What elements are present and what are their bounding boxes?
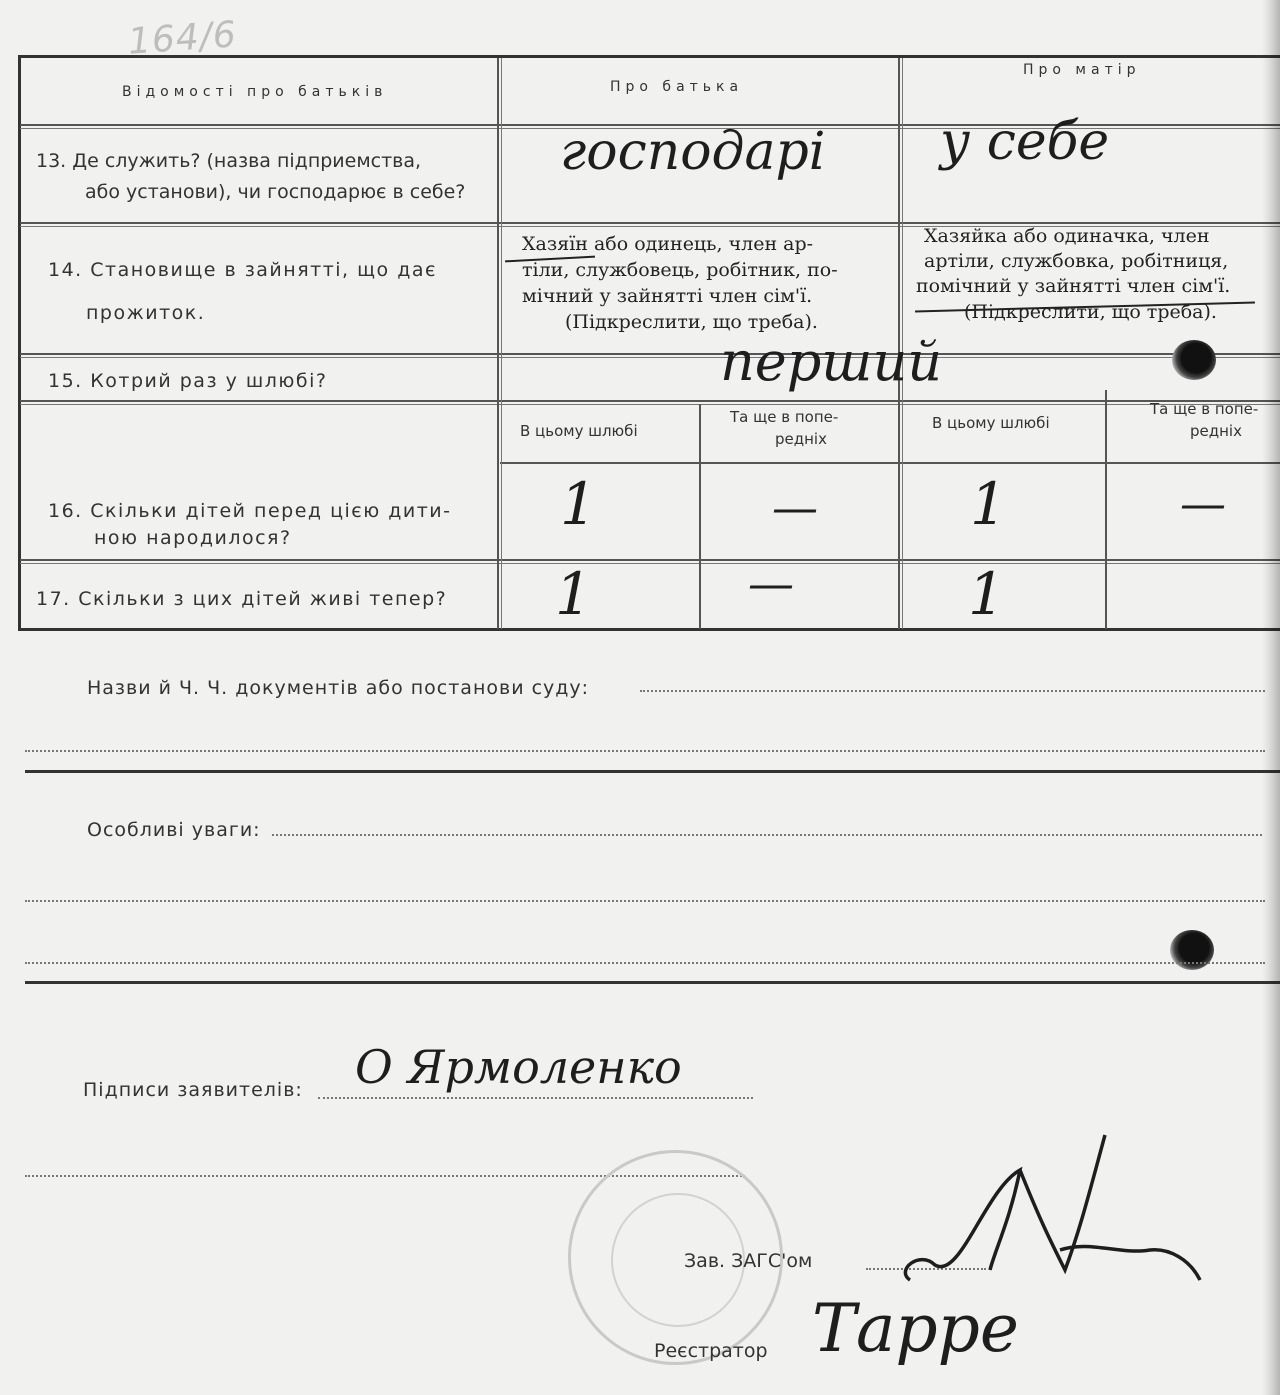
- header-mother: Про матір: [1023, 62, 1141, 78]
- page-edge-shadow: [1262, 0, 1280, 1395]
- remarks-label: Особливі уваги:: [87, 819, 261, 841]
- subheader-father-prev-1: Та ще в попе-: [730, 408, 839, 426]
- value-16-mother-prev: —: [1180, 476, 1226, 530]
- answer-13-father: господарі: [560, 122, 826, 182]
- subheader-father-this: В цьому шлюбі: [520, 422, 638, 440]
- punch-hole: [1170, 930, 1214, 970]
- signatures-label: Підписи заявителів:: [83, 1079, 303, 1101]
- signature-line: [318, 1097, 753, 1099]
- subheader-mother-prev-2: редніх: [1190, 422, 1242, 440]
- table-col-rule: [497, 58, 499, 629]
- documents-label: Назви й Ч. Ч. документів або постанови суду:: [87, 677, 590, 699]
- question-17: 17. Скільки з цих дітей живі тепер?: [36, 588, 448, 610]
- table-rule: [20, 404, 1280, 405]
- value-17-father-this: 1: [555, 560, 592, 628]
- father-options-line4: (Підкреслити, що треба).: [565, 311, 818, 333]
- mother-options-line1: Хазяйка або одиначка, член: [924, 225, 1210, 247]
- table-col-rule: [501, 58, 502, 629]
- value-17-mother-this: 1: [968, 560, 1005, 628]
- father-options-line2: тіли, службовець, робітник, по-: [522, 259, 838, 281]
- table-rule: [20, 559, 1280, 561]
- mother-options-line3: помічний у зайнятті член сім'ї.: [916, 275, 1231, 297]
- table-rule: [20, 563, 1280, 564]
- question-14-line2: прожиток.: [86, 302, 206, 324]
- question-13-line1: 13. Де служить? (назва підприемства,: [36, 150, 422, 172]
- remarks-line: [272, 834, 1262, 836]
- registrar-signature: Тарре: [812, 1290, 1019, 1367]
- head-label: Зав. ЗАГС'ом: [684, 1250, 813, 1272]
- question-15: 15. Котрий раз у шлюбі?: [48, 370, 328, 392]
- subheader-mother-this: В цьому шлюбі: [932, 414, 1050, 432]
- question-13-line2: або установи), чи господарює в себе?: [85, 181, 466, 203]
- page-number-mark: 164/6: [126, 14, 239, 63]
- value-16-father-prev: —: [772, 480, 818, 534]
- value-17-father-prev: —: [748, 556, 794, 610]
- question-16-line1: 16. Скільки дітей перед цією дити-: [48, 500, 452, 522]
- table-rule: [20, 357, 1280, 358]
- table-col-rule: [699, 404, 701, 629]
- head-signature: [890, 1130, 1220, 1300]
- subheader-father-prev-2: редніх: [775, 430, 827, 448]
- documents-line-2: [25, 750, 1265, 752]
- father-options-line3: мічний у зайнятті член сім'ї.: [522, 285, 813, 307]
- section-divider: [25, 981, 1280, 984]
- table-rule: [20, 353, 1280, 355]
- table-col-rule: [1105, 390, 1107, 629]
- table-rule: [20, 400, 1280, 402]
- value-16-father-this: 1: [560, 470, 597, 538]
- section-divider: [25, 770, 1280, 773]
- registrar-label: Реєстратор: [654, 1340, 768, 1362]
- table-rule: [500, 462, 1280, 464]
- header-info: Відомості про батьків: [122, 84, 388, 100]
- answer-13-mother: у себе: [940, 112, 1110, 172]
- table-rule: [20, 222, 1280, 224]
- remarks-line-3: [25, 962, 1265, 964]
- father-options-line1: Хазяїн або одинець, член ар-: [522, 233, 814, 255]
- value-16-mother-this: 1: [970, 470, 1007, 538]
- subheader-mother-prev-1: Та ще в попе-: [1150, 400, 1259, 418]
- remarks-line-2: [25, 900, 1265, 902]
- mother-options-line4: (Підкреслити, що треба).: [964, 301, 1217, 323]
- answer-15: перший: [720, 330, 943, 393]
- punch-hole: [1172, 340, 1216, 380]
- mother-options-line2: артіли, службовка, робітниця,: [924, 250, 1229, 272]
- documents-line: [640, 690, 1265, 692]
- header-father: Про батька: [610, 79, 744, 95]
- question-16-line2: ною народилося?: [94, 527, 292, 549]
- applicant-signature: О Ярмоленко: [355, 1040, 682, 1094]
- question-14-line1: 14. Становище в зайнятті, що дає: [48, 259, 437, 281]
